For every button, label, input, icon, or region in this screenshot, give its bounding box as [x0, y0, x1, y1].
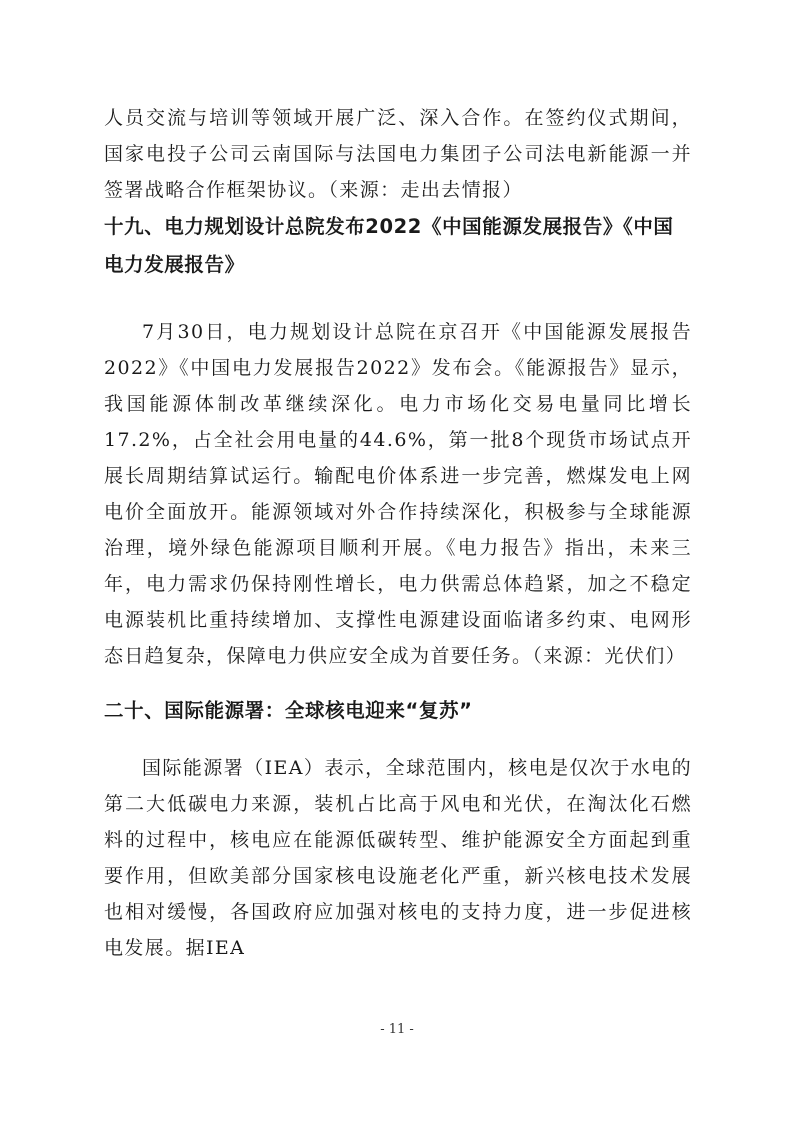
section-heading-19: 十九、电力规划设计总院发布2022《中国能源发展报告》《中国电力发展报告》	[104, 215, 674, 276]
paragraph-intro: 人员交流与培训等领域开展广泛、深入合作。在签约仪式期间，国家电投子公司云南国际与法国电力集团子公司法电新能源一并签署战略合作框架协议。（来源：走出去情报）	[104, 107, 692, 201]
document-body	[104, 100, 692, 966]
paragraph-section-19: 7月30日，电力规划设计总院在京召开《中国能源发展报告2022》《中国电力发展报告2022》发布会。《能源报告》显示，我国能源体制改革继续深化。电力市场化交易电量同比增长17.2%，占全社会用电量的44.6%，第一批8个现货市场试点开展长周期结算试运行。输配电价体系进一步完善，燃煤发电上网电价全面放开。能源领域对外合作持续深化，积极参与全球能源治理，境外绿色能源项目顺利开展。《电力报告》指出，未来三年，电力需求仍保持刚性增长，电力供需总体趋紧，加之不稳定电源装机比重持续增加、支撑性电源建设面临诸多约束、电网形态日趋复杂，保障电力供应安全成为首要任务。（来源：光伏们）	[104, 321, 692, 667]
page-number: - 11 -	[380, 1022, 414, 1037]
paragraph-section-20: 国际能源署（IEA）表示，全球范围内，核电是仅次于水电的第二大低碳电力来源，装机占比高于风电和光伏，在淘汰化石燃料的过程中，核电应在能源低碳转型、维护能源安全方面起到重要作用，但欧美部分国家核电设施老化严重，新兴核电技术发展也相对缓慢，各国政府应加强对核电的支持力度，进一步促进核电发展。据IEA	[104, 757, 692, 959]
section-heading-20: 二十、国际能源署：全球核电迎来“复苏”	[104, 699, 473, 722]
